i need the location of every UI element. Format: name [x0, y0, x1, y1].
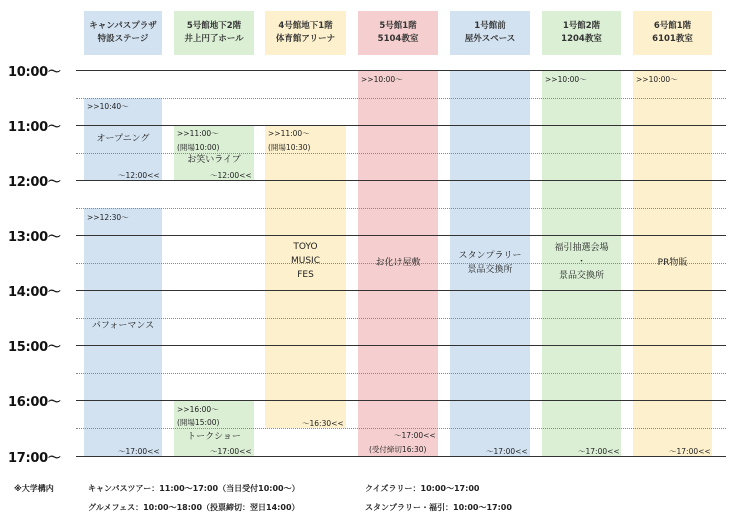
owarai-start-time: >>11:00〜 [177, 129, 219, 138]
venue-header-gym-arena [265, 11, 346, 55]
footer-stamp-rally: スタンプラリー・福引：10:00〜17:00 [365, 503, 512, 512]
half-hour-line [76, 428, 726, 429]
owarai-title: お笑いライブ [187, 155, 241, 165]
hour-line-11 [76, 125, 726, 126]
stamp-title-line1: スタンプラリー [458, 251, 522, 261]
venue-line1: 1号館前 [474, 21, 506, 31]
venue-line1: 6号館1階 [653, 21, 692, 31]
half-hour-line [76, 98, 726, 99]
half-hour-line [76, 318, 726, 319]
talkshow-title: トークショー [187, 432, 241, 442]
hour-line-10 [76, 70, 726, 71]
venue-header-5104 [358, 11, 438, 55]
hour-line-15 [76, 345, 726, 346]
venue-line1: 1号館2階 [562, 21, 601, 31]
obake-end-time: 〜17:00<< [394, 431, 436, 440]
talkshow-start-time: >>16:00〜 [177, 405, 219, 414]
owarai-end-time: 〜12:00<< [210, 171, 252, 180]
footer-gourmet-fes: グルメフェス：10:00〜18:00（投票締切：翌日14:00） [88, 503, 300, 512]
hour-line-13 [76, 235, 726, 236]
venue-header-campus-plaza [84, 11, 162, 55]
half-hour-line [76, 208, 726, 209]
footer-quiz-rally: クイズラリー：10:00〜17:00 [365, 484, 480, 493]
time-label-11: 11:00〜 [8, 120, 61, 135]
pr-start-time: >>10:00〜 [636, 75, 678, 84]
venue-line1: 4号館地下1階 [278, 21, 333, 31]
owarai-doors-open: (開場10:00) [177, 143, 220, 152]
music-title-line2: MUSIC [290, 256, 320, 266]
pr-end-time: 〜17:00<< [669, 447, 711, 456]
venue-header-inoue-hall [174, 11, 254, 55]
time-label-16: 16:00〜 [8, 395, 61, 410]
time-label-12: 12:00〜 [8, 175, 61, 190]
time-label-10: 10:00〜 [8, 65, 61, 80]
performance-start-time: >>12:30〜 [87, 213, 129, 222]
stamp-title-line2: 景品交換所 [467, 265, 513, 275]
lottery-end-time: 〜17:00<< [578, 447, 620, 456]
talkshow-end-time: 〜17:00<< [210, 447, 252, 456]
venue-line1: 5号館1階 [379, 21, 417, 31]
venue-line2: 1204教室 [561, 34, 602, 44]
lottery-title-line1: 福引抽選会場 [554, 243, 609, 253]
music-title-line1: TOYO [293, 242, 318, 252]
music-end-time: 〜16:30<< [302, 419, 344, 428]
time-label-17: 17:00〜 [8, 451, 61, 466]
obake-start-time: >>10:00〜 [361, 75, 403, 84]
talkshow-doors-open: (開場15:00) [177, 418, 220, 427]
lottery-start-time: >>10:00〜 [545, 75, 587, 84]
venue-line2: 5104教室 [377, 34, 419, 44]
opening-end-time: 〜12:00<< [118, 171, 160, 180]
obake-title: お化け屋敷 [375, 258, 421, 268]
hour-line-16 [76, 400, 726, 401]
music-doors-open: (開場10:30) [268, 143, 311, 152]
lottery-title-line3: 景品交換所 [558, 271, 604, 281]
opening-title: オープニング [96, 134, 150, 144]
half-hour-line [76, 373, 726, 374]
obake-reception-deadline: (受付締切16:30) [369, 445, 427, 454]
hour-line-17 [76, 456, 726, 457]
venue-header-outdoor [450, 11, 530, 55]
music-title-line3: FES [297, 270, 314, 280]
performance-title: パフォーマンス [91, 321, 155, 331]
music-start-time: >>11:00〜 [268, 129, 310, 138]
time-label-14: 14:00〜 [8, 285, 61, 300]
performance-end-time: 〜17:00<< [118, 447, 160, 456]
hour-line-14 [76, 290, 726, 291]
venue-header-1204 [542, 11, 621, 55]
lottery-title-line2: ・ [576, 257, 586, 267]
stamp-end-time: 〜17:00<< [486, 447, 528, 456]
venue-header-6101 [633, 11, 712, 55]
time-label-13: 13:00〜 [8, 230, 61, 245]
venue-line2: 体育館アリーナ [275, 34, 336, 44]
hour-line-12 [76, 180, 726, 181]
footer-campus-tour: キャンパスツアー：11:00〜17:00（当日受付10:00〜） [88, 484, 300, 493]
venue-line1: キャンパスプラザ [89, 21, 157, 31]
venue-line2: 屋外スペース [464, 34, 516, 44]
opening-start-time: >>10:40〜 [87, 102, 129, 111]
venue-line2: 6101教室 [652, 34, 693, 44]
venue-line2: 特設ステージ [97, 34, 149, 44]
footer-prefix: ※大学構内 [14, 484, 54, 493]
pr-title: PR物販 [657, 258, 688, 268]
time-label-15: 15:00〜 [8, 340, 61, 355]
venue-line2: 井上円了ホール [184, 34, 244, 44]
venue-line1: 5号館地下2階 [186, 21, 242, 31]
